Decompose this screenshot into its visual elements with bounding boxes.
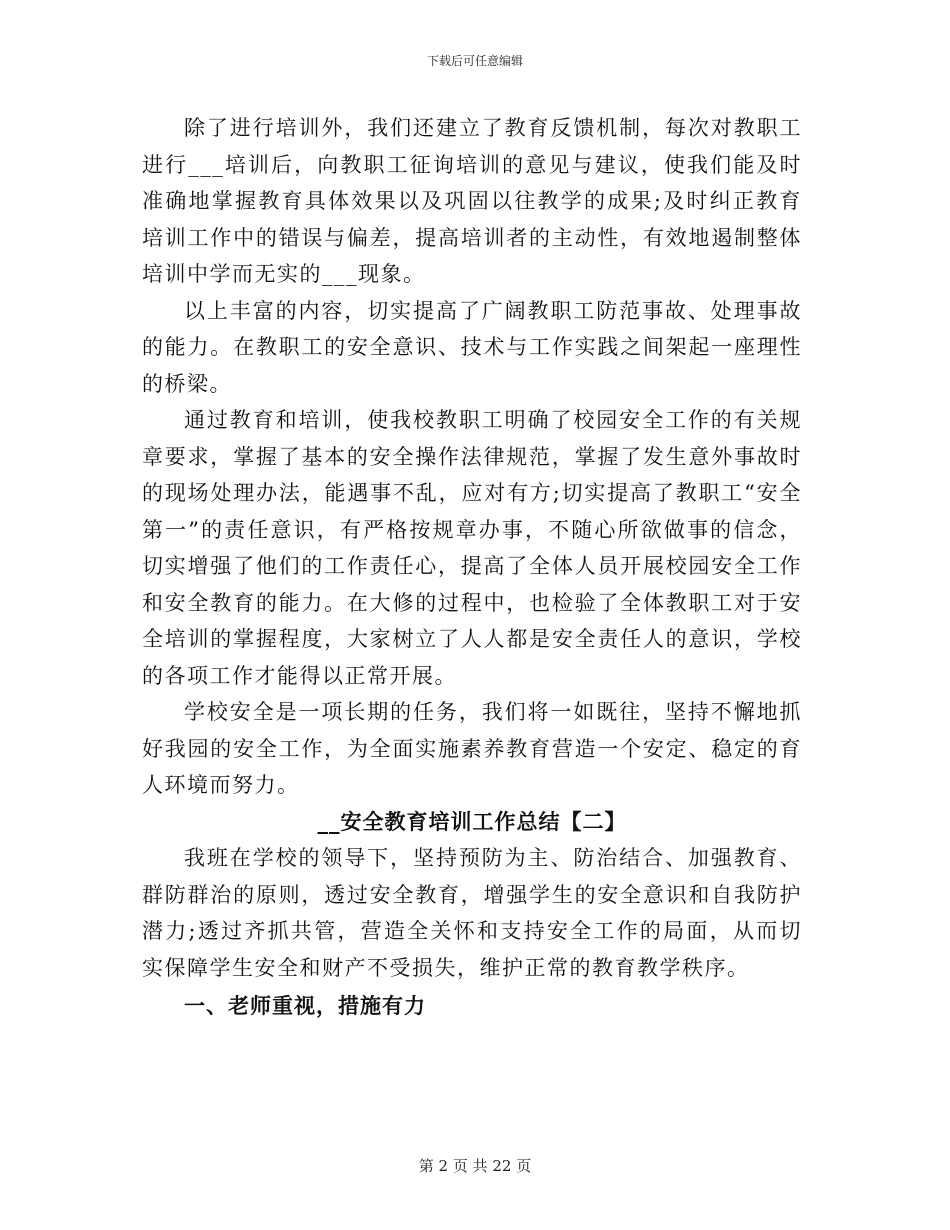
document-body <box>142 110 802 1026</box>
paragraph-content-summary: 以上丰富的内容，切实提高了广阔教职工防范事故、处理事故的能力。在教职工的安全意识、技术与工作实践之间架起一座理性的桥梁。 <box>142 298 802 396</box>
paragraph-feedback: 除了进行培训外，我们还建立了教育反馈机制，每次对教职工进行___培训后，向教职工征询培训的意见与建议，使我们能及时准确地掌握教育具体效果以及巩固以往教学的成果;及时纠正教育培训工作中的错误与偏差，提高培训者的主动性，有效地遏制整体培训中学而无实的___现象。 <box>142 116 802 286</box>
subheading: 一、老师重视，措施有力 <box>184 993 426 1018</box>
section-title: __安全教育培训工作总结【二】 <box>317 808 627 834</box>
paragraph-class-intro: 我班在学校的领导下，坚持预防为主、防治结合、加强教育、群防群治的原则，透过安全教育，增强学生的安全意识和自我防护潜力;透过齐抓共管，营造全关怀和支持安全工作的局面，从而切实保障学生安全和财产不受损失，维护正常的教育教学秩序。 <box>142 846 802 980</box>
page-header: 下载后可任意编辑 <box>426 54 523 68</box>
paragraph-long-term: 学校安全是一项长期的任务，我们将一如既往，坚持不懈地抓好我园的安全工作，为全面实施素养教育营造一个安定、稳定的育人环境而努力。 <box>142 700 802 797</box>
paragraph-training-results: 通过教育和培训，使我校教职工明确了校园安全工作的有关规章要求，掌握了基本的安全操作法律规范，掌握了发生意外事故时的现场处理办法，能遇事不乱，应对有方;切实提高了教职工“安全第一”的责任意识，有严格按规章办事，不随心所欲做事的信念，切实增强了他们的工作责任心，提高了全体人员开展校园安全工作和安全教育的能力。在大修的过程中，也检验了全体教职工对于安全培训的掌握程度，大家树立了人人都是安全责任人的意识，学校的各项工作才能得以正常开展。 <box>142 408 802 688</box>
page-footer: 第 2 页 共 22 页 <box>418 1157 532 1175</box>
